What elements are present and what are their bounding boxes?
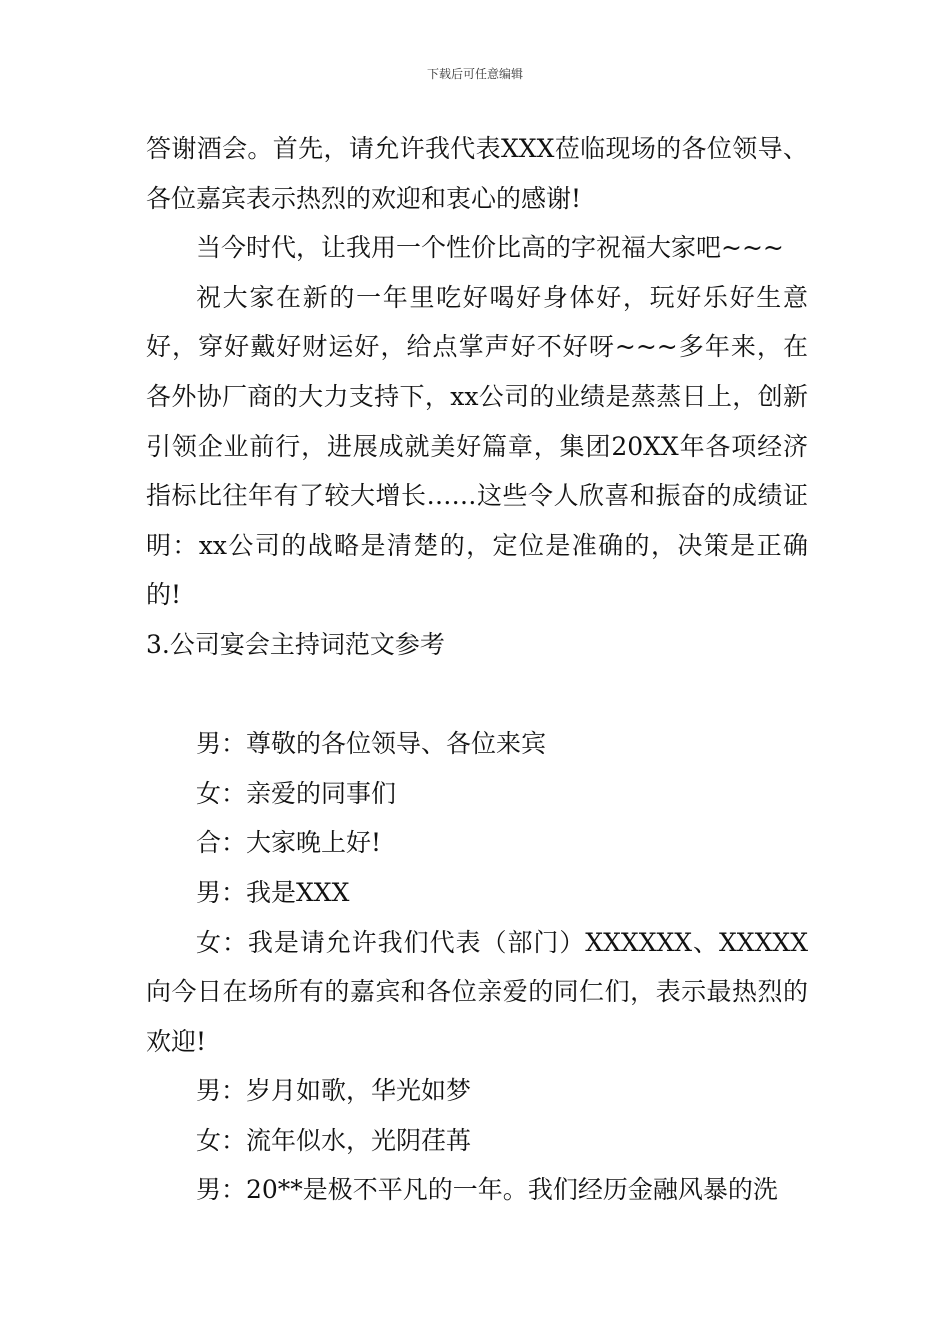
page-header: 下载后可任意编辑 (426, 67, 523, 81)
dialogue-line: 男：20**是极不平凡的一年。我们经历金融风暴的洗 (196, 1175, 778, 1205)
dialogue-line: 合：大家晚上好! (196, 828, 382, 858)
blank-line (146, 670, 808, 720)
dialogue-line: 男：尊敬的各位领导、各位来宾 (196, 729, 547, 759)
dialogue-line: 女：亲爱的同事们 (196, 778, 397, 808)
paragraph-opening-thanks: 答谢酒会。首先，请允许我代表XXX莅临现场的各位领导、各位嘉宾表示热烈的欢迎和衷心的感谢! (146, 134, 808, 213)
dialogue-line: 男：岁月如歌，华光如梦 (196, 1076, 472, 1106)
section-heading: 3.公司宴会主持词范文参考 (146, 629, 445, 659)
paragraph-blessing-body: 祝大家在新的一年里吃好喝好身体好，玩好乐好生意好，穿好戴好财运好，给点掌声好不好呀~~~多年来，在各外协厂商的大力支持下，xx公司的业绩是蒸蒸日上，创新引领企业前行，进展成就美好篇章，集团20XX年各项经济指标比往年有了较大增长……这些令人欣喜和振奋的成绩证明：xx公司的战略是清楚的，定位是准确的，决策是正确的! (146, 282, 808, 610)
dialogue-line: 女：我是请允许我们代表（部门）XXXXXX、XXXXX向今日在场所有的嘉宾和各位亲爱的同仁们，表示最热烈的欢迎! (146, 927, 808, 1056)
paragraph-blessing-intro: 当今时代，让我用一个性价比高的字祝福大家吧~~~ (196, 233, 784, 263)
dialogue-line: 女：流年似水，光阴荏苒 (196, 1125, 472, 1155)
dialogue-line: 男：我是XXX (196, 877, 350, 907)
document-body (146, 124, 808, 1215)
